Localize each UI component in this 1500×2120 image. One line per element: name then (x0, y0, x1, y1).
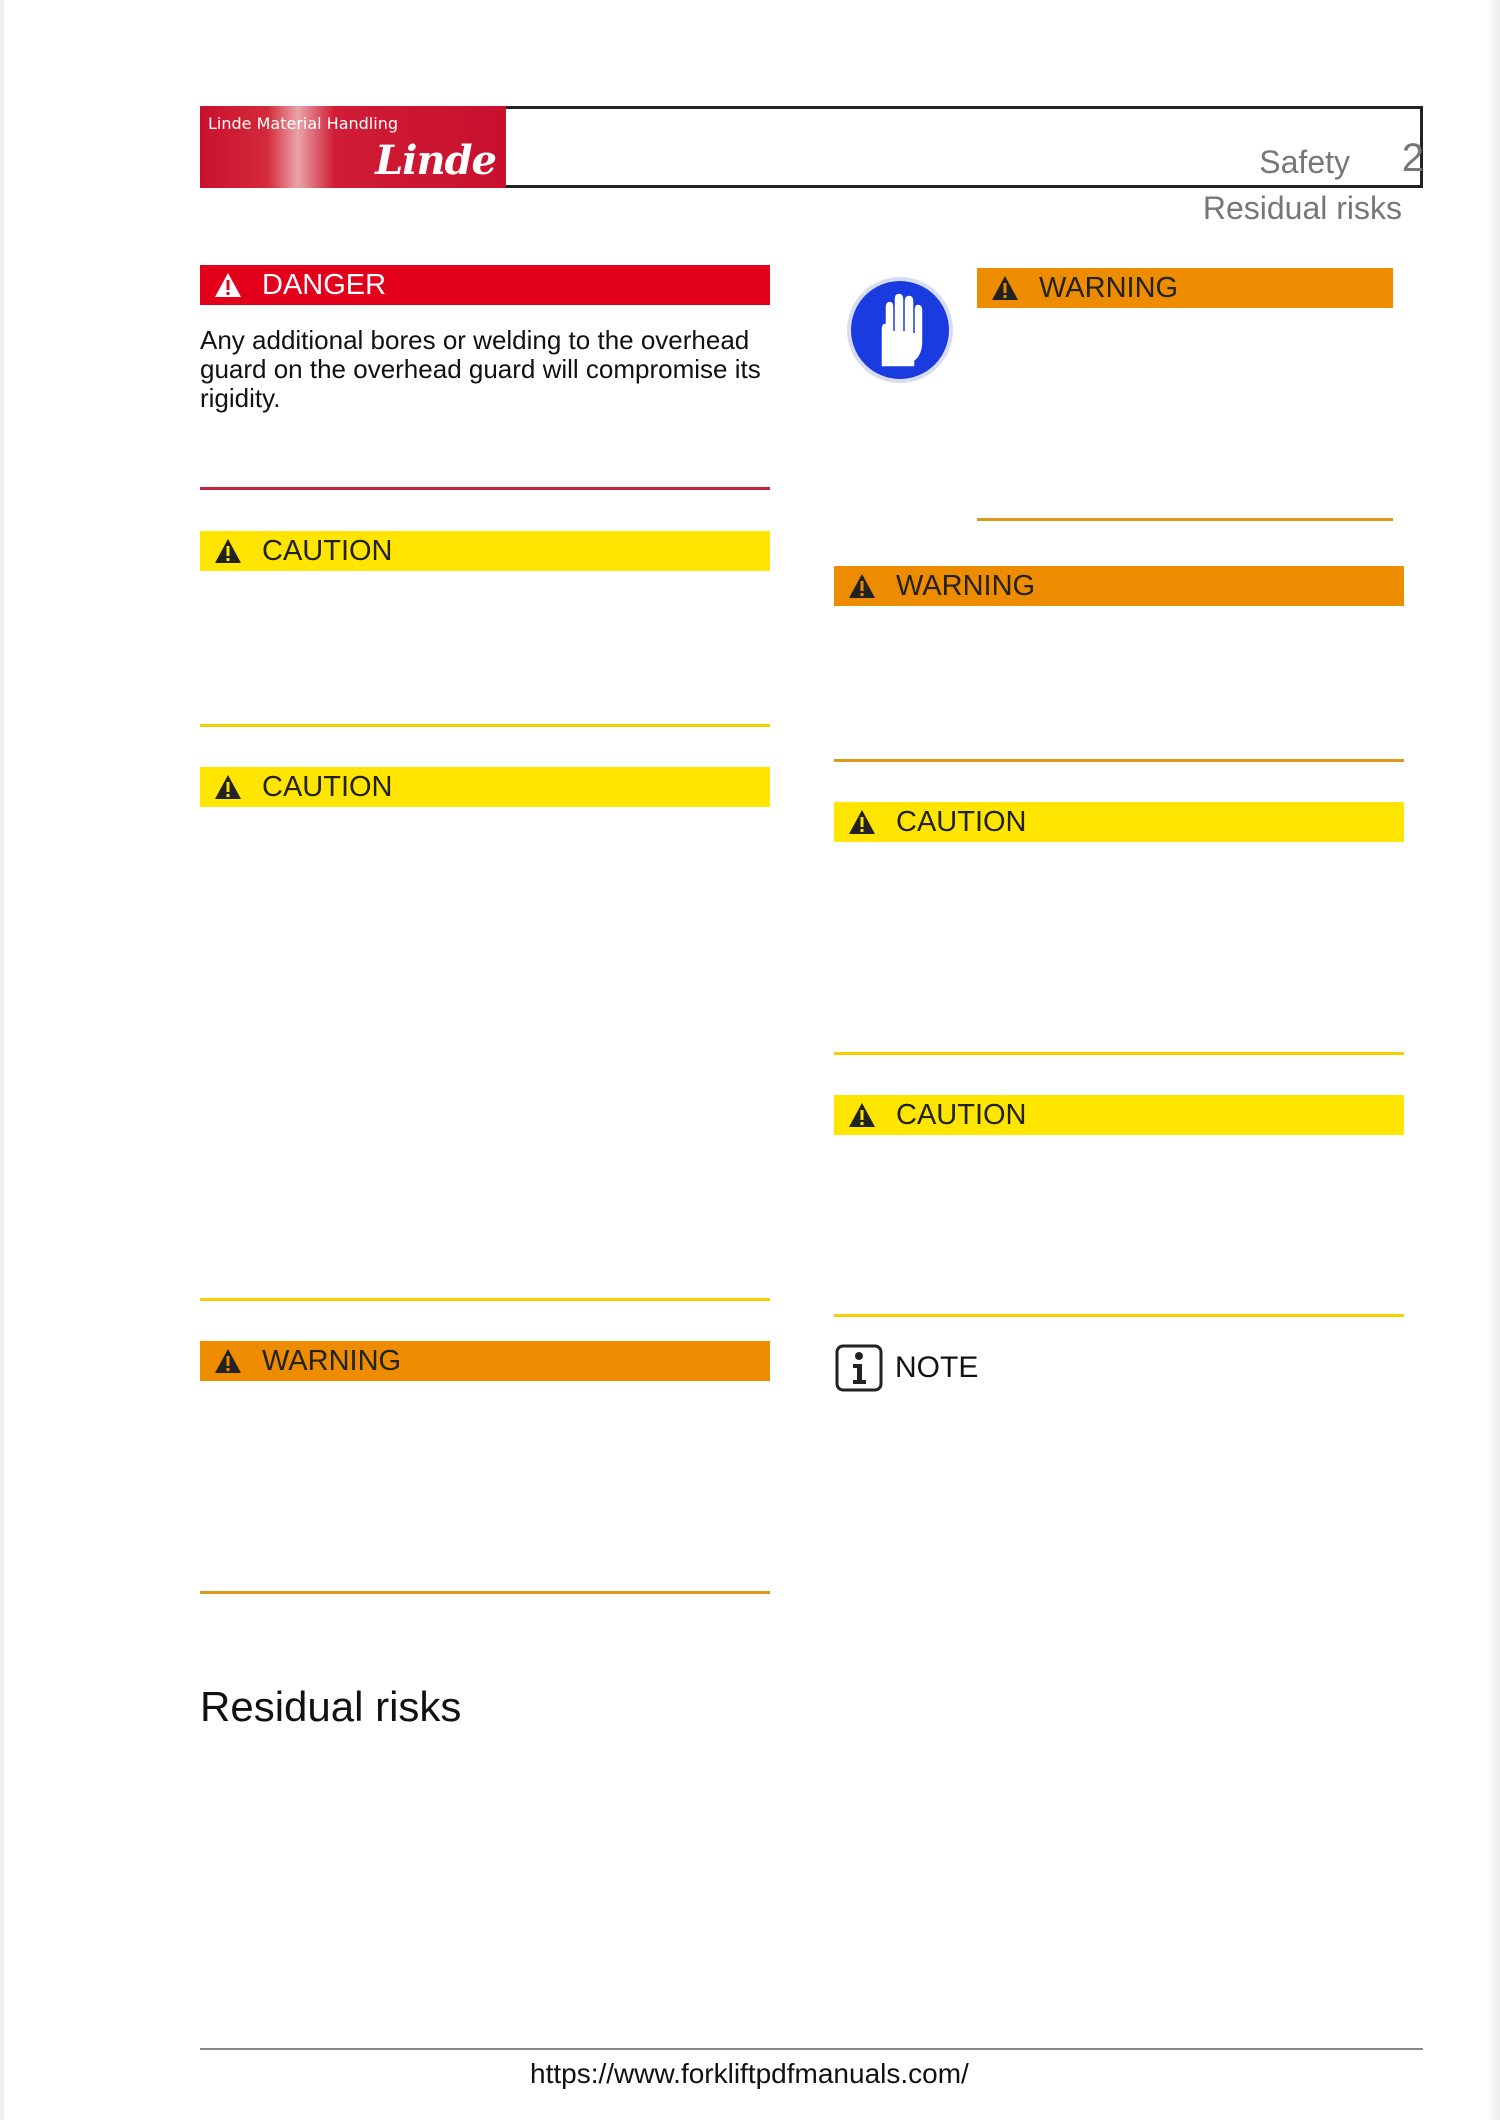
warning-end-rule-right-2 (834, 759, 1404, 762)
caution-label-2: CAUTION (262, 770, 393, 803)
brand-wordmark: Linde (375, 137, 496, 184)
section-title-residual-risks: Residual risks (200, 1683, 462, 1730)
warning-banner-right-1 (977, 268, 1393, 308)
footer-url[interactable]: https://www.forkliftpdfmanuals.com/ (530, 2058, 969, 2089)
footer-rule (200, 2048, 1423, 2050)
note-heading (835, 1344, 978, 1392)
note-label: NOTE (895, 1351, 979, 1384)
caution-banner-1 (200, 531, 770, 571)
warning-triangle-icon (214, 1347, 242, 1375)
header-subsection: Residual risks (1202, 190, 1402, 226)
protective-gloves-icon (845, 275, 955, 385)
warning-end-rule-right-1 (977, 518, 1393, 521)
linde-logo (200, 106, 506, 188)
page-edge-left (0, 0, 4, 2120)
caution-end-rule-right-1 (834, 1052, 1404, 1055)
warning-triangle-icon (991, 274, 1019, 302)
caution-banner-2 (200, 767, 770, 807)
warning-label-left: WARNING (262, 1344, 402, 1377)
page-edge-right (1486, 0, 1500, 2120)
danger-label: DANGER (262, 268, 387, 301)
warning-triangle-icon (214, 271, 242, 299)
warning-triangle-icon (848, 808, 876, 836)
danger-banner (200, 265, 770, 305)
warning-triangle-icon (848, 572, 876, 600)
caution-banner-right-2 (834, 1095, 1404, 1135)
warning-banner-left (200, 1341, 770, 1381)
warning-triangle-icon (848, 1101, 876, 1129)
warning-label-right-1: WARNING (1039, 271, 1179, 304)
warning-end-rule-left (200, 1591, 770, 1594)
danger-end-rule (200, 487, 770, 490)
header-chapter-number: 2 (1401, 136, 1424, 180)
caution-banner-right-1 (834, 802, 1404, 842)
brand-small-text: Linde Material Handling (208, 114, 398, 133)
warning-banner-right-2 (834, 566, 1404, 606)
warning-triangle-icon (214, 537, 242, 565)
header-section: Safety (1259, 144, 1350, 180)
warning-label-right-2: WARNING (896, 569, 1036, 602)
caution-end-rule-1 (200, 724, 770, 727)
info-icon (835, 1344, 883, 1392)
caution-end-rule-2 (200, 1298, 770, 1301)
warning-triangle-icon (214, 773, 242, 801)
danger-text: Any additional bores or welding to the overhead guard on the overhead guard will compromise its rigidity. (200, 325, 761, 413)
caution-label-right-2: CAUTION (896, 1098, 1027, 1131)
caution-end-rule-right-2 (834, 1314, 1404, 1317)
caution-label-right-1: CAUTION (896, 805, 1027, 838)
caution-label-1: CAUTION (262, 534, 393, 567)
